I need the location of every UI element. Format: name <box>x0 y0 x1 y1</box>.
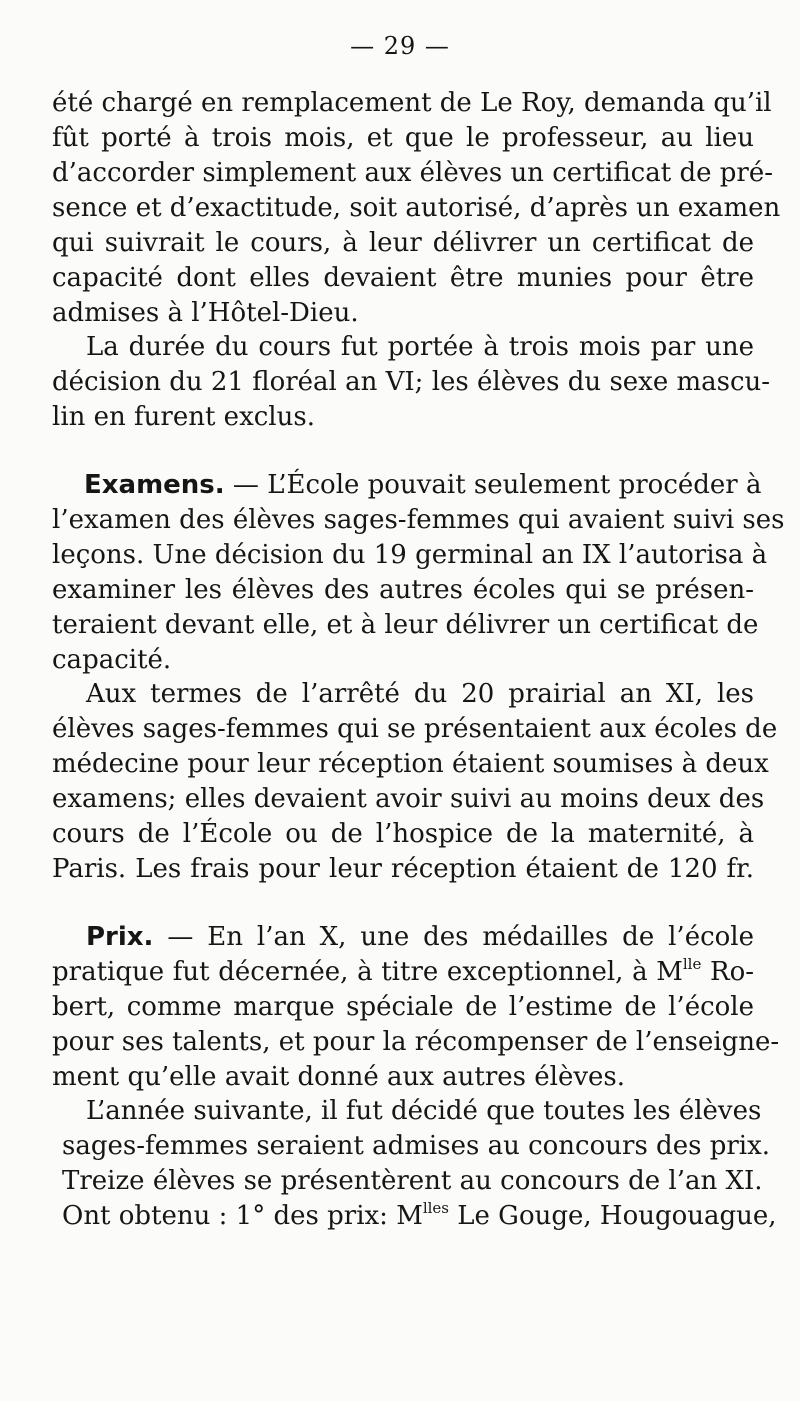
text-span: Ro- <box>701 957 755 987</box>
text-line: admises à l’Hôtel-Dieu. <box>52 298 359 328</box>
examens-first-line <box>84 468 762 502</box>
section-heading-examens: Examens. <box>84 470 225 500</box>
text-line: leçons. Une décision du 19 germinal an IX l’autorisa à <box>52 540 768 570</box>
text-line: médecine pour leur réception étaient soumises à deux <box>52 749 769 779</box>
last-line <box>62 1199 777 1233</box>
text-span: Ont obtenu : 1° des prix: M <box>62 1201 423 1231</box>
text-line: qui suivrait le cours, à leur délivrer un certificat de <box>52 228 754 258</box>
text-line: Paris. Les frais pour leur réception étaient de 120 fr. <box>52 854 754 884</box>
page-number: — 29 — <box>350 32 450 60</box>
prix-line-2 <box>52 955 754 989</box>
text-line: capacité. <box>52 645 172 675</box>
text-line: teraient devant elle, et à leur délivrer un certificat de <box>52 610 759 640</box>
text-line: élèves sages-femmes qui se présentaient aux écoles de <box>52 714 778 744</box>
text-line: lin en furent exclus. <box>52 402 315 432</box>
text-line: bert, comme marque spéciale de l’estime de l’école <box>52 992 754 1022</box>
text-span: Le Gouge, Hougouague, <box>449 1201 777 1231</box>
text-line: ment qu’elle avait donné aux autres élèves. <box>52 1062 626 1092</box>
text-line: sages-femmes seraient admises au concours des prix. <box>62 1131 771 1161</box>
text-line: examens; elles devaient avoir suivi au moins deux des <box>52 784 765 814</box>
text-line: Treize élèves se présentèrent au concours de l’an XI. <box>62 1166 763 1196</box>
text-line: La durée du cours fut portée à trois mois par une <box>86 332 754 362</box>
text-line: décision du 21 floréal an VI; les élèves du sexe mascu- <box>52 367 771 397</box>
text-line: l’examen des élèves sages-femmes qui avaient suivi ses <box>52 505 785 535</box>
superscript: lle <box>682 955 702 973</box>
text-line: examiner les élèves des autres écoles qui se présen- <box>52 575 754 605</box>
text-line: Aux termes de l’arrêté du 20 prairial an XI, les <box>86 679 754 709</box>
text-line: fût porté à trois mois, et que le professeur, au lieu <box>52 123 754 153</box>
section-heading-prix: Prix. <box>86 922 154 952</box>
text-line: pour ses talents, et pour la récompenser de l’enseigne- <box>52 1027 780 1057</box>
prix-first-line <box>86 920 754 954</box>
superscript: lles <box>422 1199 449 1217</box>
text-line: été chargé en remplacement de Le Roy, demanda qu’il <box>52 88 772 118</box>
text-span: — L’École pouvait seulement procéder à <box>224 470 762 500</box>
text-line: capacité dont elles devaient être munies pour être <box>52 263 754 293</box>
text-span: — En l’an X, une des médailles de l’école <box>153 922 754 952</box>
text-span: pratique fut décernée, à titre exceptionnel, à M <box>52 957 683 987</box>
text-line: d’accorder simplement aux élèves un certificat de pré- <box>52 158 773 188</box>
text-line: L’année suivante, il fut décidé que toutes les élèves <box>86 1096 762 1126</box>
text-line: cours de l’École ou de l’hospice de la maternité, à <box>52 819 754 849</box>
text-line: sence et d’exactitude, soit autorisé, d’après un examen <box>52 193 781 223</box>
